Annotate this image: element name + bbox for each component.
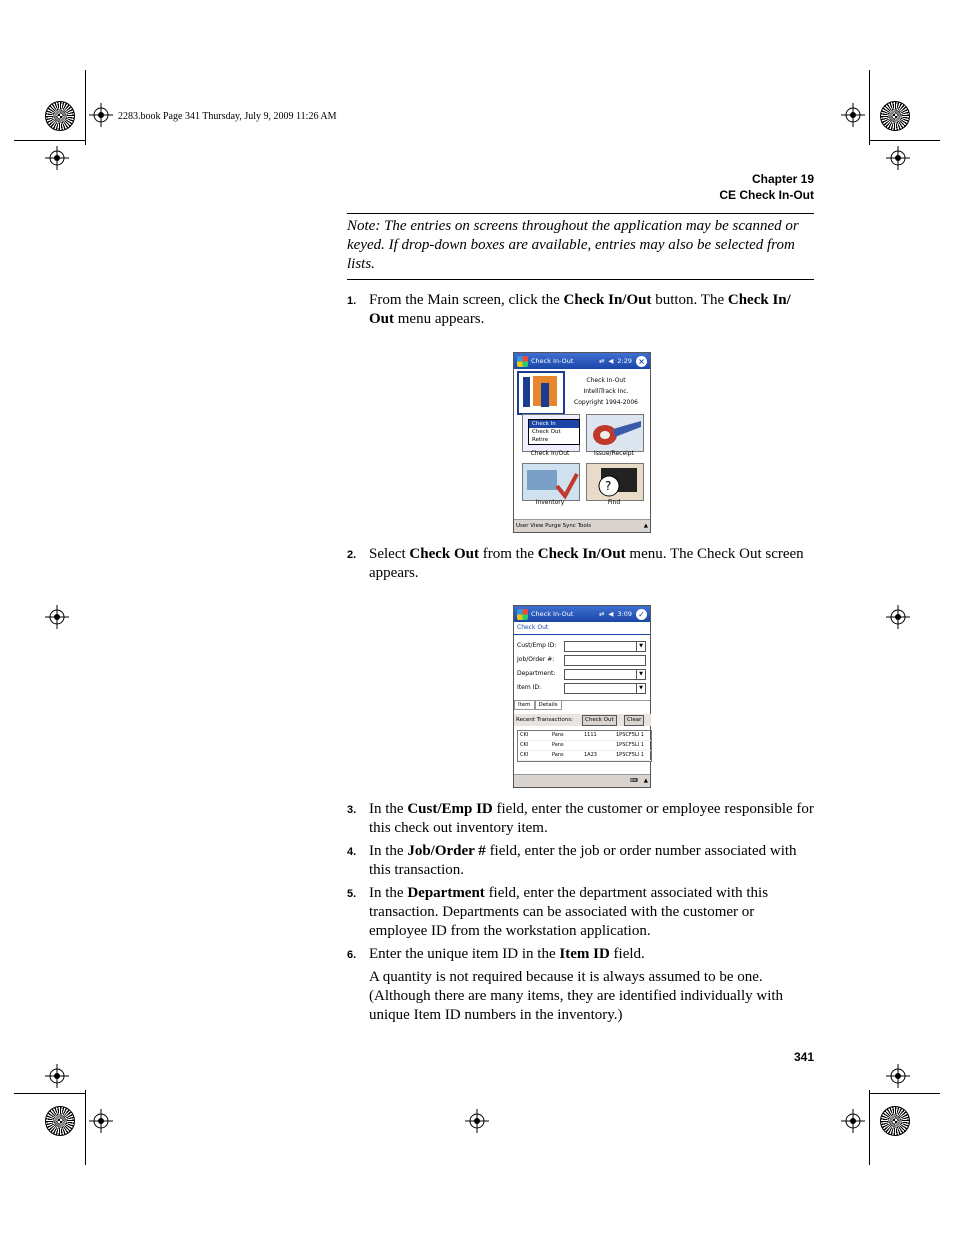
department-field (564, 669, 646, 680)
tab-details: Details (535, 701, 562, 710)
dropdown-arrow-icon: ▼ (636, 642, 645, 651)
registration-mark-icon (841, 103, 865, 127)
step-number: 2. (347, 549, 357, 561)
chapter-number: Chapter 19 (751, 172, 814, 186)
inventory-tile (522, 463, 580, 501)
issue-receipt-tile (586, 414, 644, 452)
print-slug: 2283.book Page 341 Thursday, July 9, 2009 11:26 AM (118, 111, 337, 122)
volume-icon: ◀ (608, 357, 614, 365)
page-number: 341 (793, 1050, 814, 1064)
windows-start-icon (517, 356, 528, 367)
find-tile (586, 463, 644, 501)
step-number: 5. (347, 888, 357, 900)
transactions-grid (517, 730, 652, 762)
step-number: 6. (347, 949, 357, 961)
up-arrow-icon: ▲ (643, 523, 648, 529)
tape-roll-icon (587, 415, 643, 451)
registration-mark-icon (89, 103, 113, 127)
title-bar: Check In-Out ⇄ ◀ 2:29 × (514, 353, 650, 369)
check-mark-icon (523, 464, 579, 500)
step-1: 1. From the Main screen, click the Check In/Out button. The Check In/ Out menu appears. (347, 292, 791, 327)
job-order-label: Job/Order #: (517, 656, 555, 663)
close-icon: × (636, 356, 647, 367)
screen-heading: Check Out (517, 624, 549, 631)
color-rosette-icon (45, 101, 75, 131)
job-order-field (564, 655, 646, 666)
registration-mark-icon (89, 1109, 113, 1133)
title-bar: Check In-Out ⇄ ◀ 3:09 ✓ (514, 606, 650, 622)
color-rosette-icon (880, 101, 910, 131)
table-row: CKI Pans 1PSCF5LI 1 (518, 741, 651, 751)
up-arrow-icon: ▲ (643, 778, 648, 784)
body-paragraph: A quantity is not required because it is always assumed to be one. (Although there are many items, they are identified individually with unique Item ID numbers in the inventory.) (369, 969, 784, 1023)
registration-mark-icon (841, 1109, 865, 1133)
registration-mark-icon (886, 146, 910, 170)
registration-mark-icon (45, 1064, 69, 1088)
check-out-screen-screenshot (513, 605, 651, 788)
cust-emp-field (564, 641, 646, 652)
connectivity-icon: ⇄ (598, 357, 605, 365)
step-number: 3. (347, 804, 357, 816)
step-5: 5. In the Department field, enter the department associated with this transaction. Departments can be associated with the customer or employee ID from the workstation application. (347, 885, 769, 939)
crop-mark (14, 1093, 85, 1094)
item-id-field (564, 683, 646, 694)
registration-mark-icon (886, 605, 910, 629)
volume-icon: ◀ (608, 610, 614, 618)
tab-strip (514, 700, 650, 712)
company-info: Check In-Out IntelliTrack Inc. Copyright 1994-2006 (574, 377, 638, 406)
clear-button: Clear (624, 715, 644, 726)
table-row: CKI Pans 1A23 1PSCF5LI 1 (518, 751, 651, 761)
step-6: 6. Enter the unique item ID in the Item ID field. (347, 945, 814, 964)
dropdown-arrow-icon: ▼ (636, 670, 645, 679)
step-4: 4. In the Job/Order # field, enter the job or order number associated with this transaction. (347, 843, 797, 878)
step-number: 1. (347, 295, 357, 307)
step-3: 3. In the Cust/Emp ID field, enter the customer or employee responsible for this check out inventory item. (347, 801, 814, 836)
device-menu-bar: User View Purge Sync Tools ▲ (514, 519, 650, 532)
department-label: Department: (517, 670, 556, 677)
windows-start-icon (517, 609, 528, 620)
color-rosette-icon (880, 1106, 910, 1136)
chapter-title: CE Check In-Out (719, 188, 814, 202)
color-rosette-icon (45, 1106, 75, 1136)
main-screen-screenshot: Check In-Out ⇄ ◀ 2:29 × Check In-Out IntelliTrack Inc. Copyright 1994-2006 Check In Check Out Retire Check In/Out Issue/Receipt Inventory ? Find User View Purge Sync Tools ▲ (513, 352, 651, 533)
help-question-icon (587, 464, 643, 500)
item-id-label: Item ID: (517, 684, 541, 691)
check-in-out-menu: Check In Check Out Retire (528, 419, 580, 445)
crop-mark (869, 70, 870, 145)
table-row: CKI Pans 1111 1PSCF5LI 1 (518, 731, 651, 741)
registration-mark-icon (45, 146, 69, 170)
keyboard-icon: ⌨ (630, 778, 638, 784)
note-box: Note: The entries on screens throughout the application may be scanned or keyed. If drop-down boxes are available, entries may also be selected from lists. (347, 213, 814, 280)
recent-transactions-bar: Recent Transactions: Check Out Clear (514, 714, 651, 726)
crop-mark (869, 140, 940, 141)
registration-mark-icon (45, 605, 69, 629)
connectivity-icon: ⇄ (598, 610, 605, 618)
crop-mark (85, 70, 86, 145)
step-number: 4. (347, 846, 357, 858)
crop-mark (869, 1090, 870, 1165)
intellitrack-logo (517, 371, 565, 415)
step-2: 2. Select Check Out from the Check In/Out menu. The Check Out screen appears. (347, 546, 804, 581)
check-out-button: Check Out (582, 715, 617, 726)
crop-mark (14, 140, 85, 141)
svg-text:?: ? (605, 479, 612, 493)
registration-mark-icon (465, 1109, 489, 1133)
device-menu-bar (514, 774, 650, 787)
registration-mark-icon (886, 1064, 910, 1088)
cust-emp-label: Cust/Emp ID: (517, 642, 557, 649)
ok-icon: ✓ (636, 609, 647, 620)
crop-mark (869, 1093, 940, 1094)
tab-item: Item (514, 701, 535, 710)
crop-mark (85, 1090, 86, 1165)
dropdown-arrow-icon: ▼ (636, 684, 645, 693)
